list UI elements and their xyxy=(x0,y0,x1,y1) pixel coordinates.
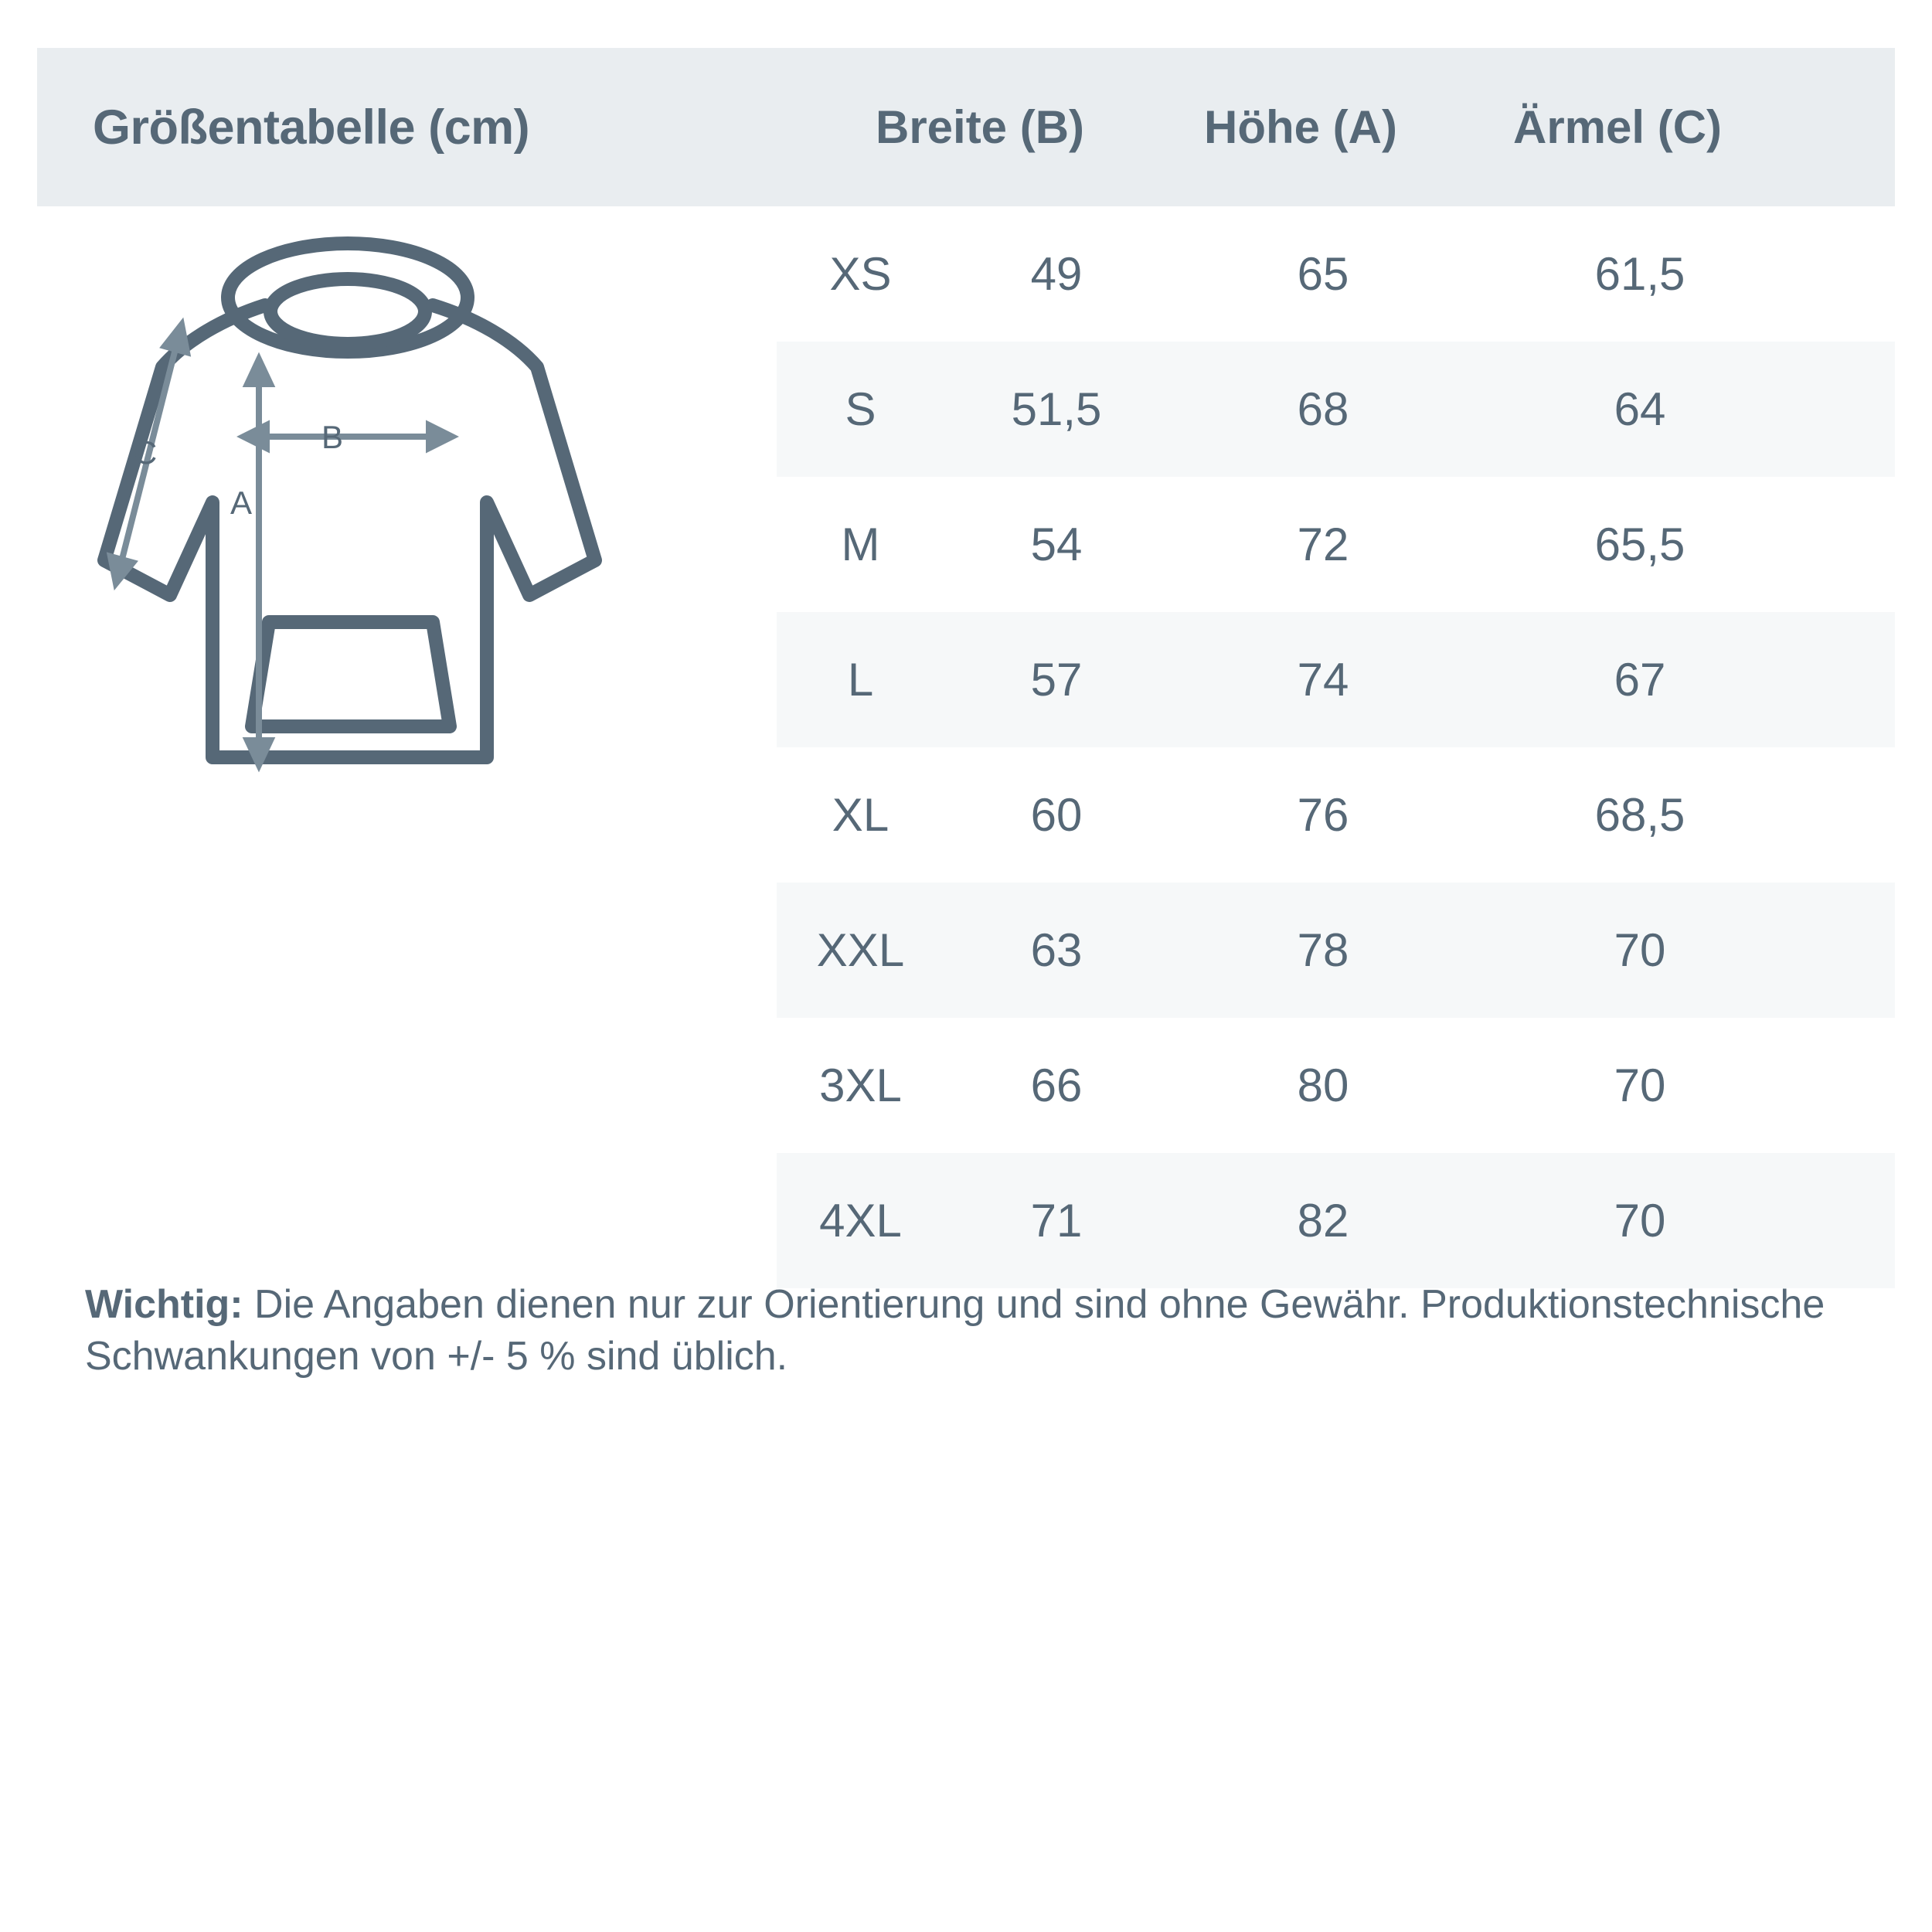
cell-width: 49 xyxy=(1030,248,1083,300)
cell-sleeve: 70 xyxy=(1614,1060,1666,1111)
cell-height: 74 xyxy=(1297,654,1349,706)
table-row[interactable] xyxy=(777,747,1895,883)
disclaimer-text: Die Angaben dienen nur zur Orientierung und sind ohne Gewähr. Produktionstechnische Schwankungen von +/- 5 % sind üblich. xyxy=(85,1282,1825,1379)
cell-height: 78 xyxy=(1297,924,1349,976)
table-row[interactable] xyxy=(777,612,1895,747)
cell-width: 71 xyxy=(1030,1195,1083,1247)
cell-size: XXL xyxy=(816,924,905,976)
cell-sleeve: 68,5 xyxy=(1594,789,1685,841)
column-header-sleeve: Ärmel (C) xyxy=(1512,101,1723,153)
cell-size: XS xyxy=(829,248,892,300)
table-row[interactable] xyxy=(777,883,1895,1018)
table-row[interactable] xyxy=(777,1018,1895,1153)
cell-sleeve: 67 xyxy=(1614,654,1666,706)
cell-width: 60 xyxy=(1030,789,1083,841)
disclaimer-label: Wichtig: xyxy=(85,1282,243,1327)
cell-width: 51,5 xyxy=(1011,383,1102,435)
size-chart-header xyxy=(37,48,1895,206)
table-row[interactable] xyxy=(777,1153,1895,1288)
cell-width: 66 xyxy=(1030,1060,1083,1111)
cell-sleeve: 70 xyxy=(1614,1195,1666,1247)
column-header-height: Höhe (A) xyxy=(1204,101,1397,153)
cell-height: 65 xyxy=(1297,248,1349,300)
label-width: B xyxy=(321,419,344,455)
cell-size: M xyxy=(841,519,880,570)
table-row[interactable] xyxy=(777,206,1895,342)
cell-height: 76 xyxy=(1297,789,1349,841)
cell-sleeve: 61,5 xyxy=(1594,248,1685,300)
size-table xyxy=(777,206,1895,1288)
cell-width: 57 xyxy=(1030,654,1083,706)
cell-width: 63 xyxy=(1030,924,1083,976)
table-row[interactable] xyxy=(777,342,1895,477)
cell-width: 54 xyxy=(1030,519,1083,570)
cell-size: L xyxy=(847,654,874,706)
hoodie-measurement-illustration xyxy=(70,232,765,850)
cell-size: 3XL xyxy=(819,1060,902,1111)
cell-sleeve: 64 xyxy=(1614,383,1666,435)
disclaimer-note xyxy=(85,1279,1870,1382)
cell-size: S xyxy=(845,383,876,435)
column-headers xyxy=(814,48,1895,206)
label-height: A xyxy=(230,485,253,521)
label-sleeve: C xyxy=(133,434,158,471)
cell-size: 4XL xyxy=(819,1195,902,1247)
cell-sleeve: 65,5 xyxy=(1594,519,1685,570)
cell-sleeve: 70 xyxy=(1614,924,1666,976)
page-title: Größentabelle (cm) xyxy=(93,100,530,155)
cell-height: 72 xyxy=(1297,519,1349,570)
column-header-width: Breite (B) xyxy=(875,101,1085,153)
cell-height: 82 xyxy=(1297,1195,1349,1247)
cell-height: 68 xyxy=(1297,383,1349,435)
cell-height: 80 xyxy=(1297,1060,1349,1111)
cell-size: XL xyxy=(832,789,889,841)
table-row[interactable] xyxy=(777,477,1895,612)
